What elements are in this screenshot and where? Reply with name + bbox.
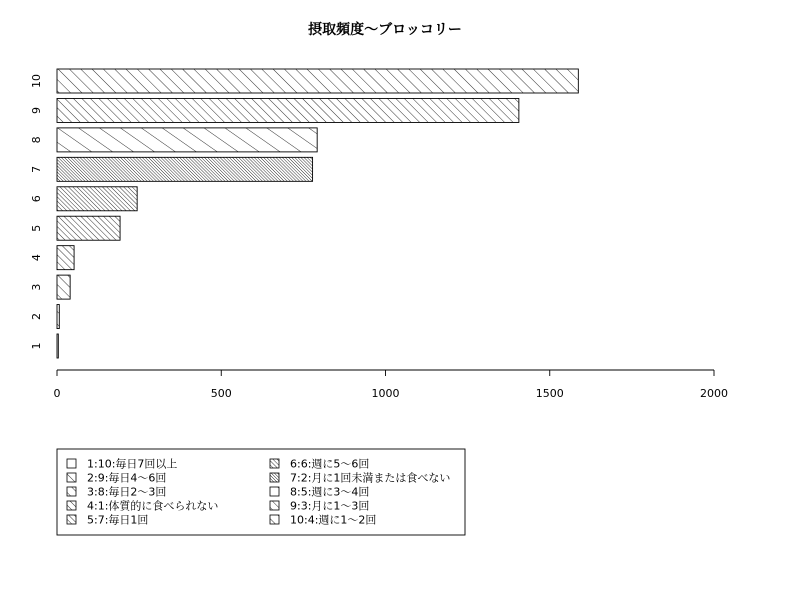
legend-swatch: [270, 487, 279, 496]
legend-label: 4:1:体質的に食べられない: [87, 499, 219, 513]
legend-swatch: [270, 473, 279, 482]
plot-area: [30, 69, 728, 400]
bar-8: [57, 128, 317, 152]
y-tick-label: 3: [30, 283, 43, 291]
legend-label: 9:3:月に1〜3回: [290, 499, 370, 513]
legend-swatch: [270, 501, 279, 510]
bar-2: [57, 305, 59, 329]
bar-7: [57, 157, 313, 181]
chart-title: 摂取頻度〜ブロッコリー: [308, 22, 462, 38]
legend-swatch: [270, 459, 279, 468]
legend-swatch: [270, 515, 279, 524]
y-tick-label: 8: [30, 136, 43, 144]
legend-swatch: [67, 459, 76, 468]
bar-10: [57, 69, 578, 93]
legend-label: 5:7:毎日1回: [87, 513, 149, 527]
x-tick-label: 0: [53, 387, 61, 400]
legend-label: 10:4:週に1〜2回: [290, 513, 377, 527]
bar-1: [57, 334, 58, 358]
bar-5: [57, 216, 120, 240]
y-tick-label: 6: [30, 195, 43, 203]
bar-4: [57, 246, 74, 270]
legend-label: 3:8:毎日2〜3回: [87, 485, 167, 499]
bar-9: [57, 98, 519, 122]
legend-label: 1:10:毎日7回以上: [87, 457, 178, 471]
x-tick-label: 500: [210, 387, 232, 400]
legend-swatch: [67, 501, 76, 510]
legend-label: 6:6:週に5〜6回: [290, 457, 370, 471]
legend-label: 8:5:週に3〜4回: [290, 485, 370, 499]
y-tick-label: 10: [30, 74, 43, 88]
x-tick-label: 2000: [700, 387, 728, 400]
y-tick-label: 9: [30, 106, 43, 114]
y-tick-label: 1: [30, 342, 43, 350]
bar-3: [57, 275, 70, 299]
legend-swatch: [67, 487, 76, 496]
legend-label: 7:2:月に1回未満または食べない: [290, 471, 451, 485]
y-tick-label: 7: [30, 165, 43, 173]
legend-swatch: [67, 473, 76, 482]
legend-label: 2:9:毎日4〜6回: [87, 471, 167, 485]
y-tick-label: 2: [30, 313, 43, 321]
bar-6: [57, 187, 137, 211]
y-tick-label: 5: [30, 224, 43, 232]
y-tick-label: 4: [30, 254, 43, 262]
legend-swatch: [67, 515, 76, 524]
legend: [57, 449, 465, 535]
x-tick-label: 1500: [535, 387, 564, 400]
x-tick-label: 1000: [371, 387, 400, 400]
